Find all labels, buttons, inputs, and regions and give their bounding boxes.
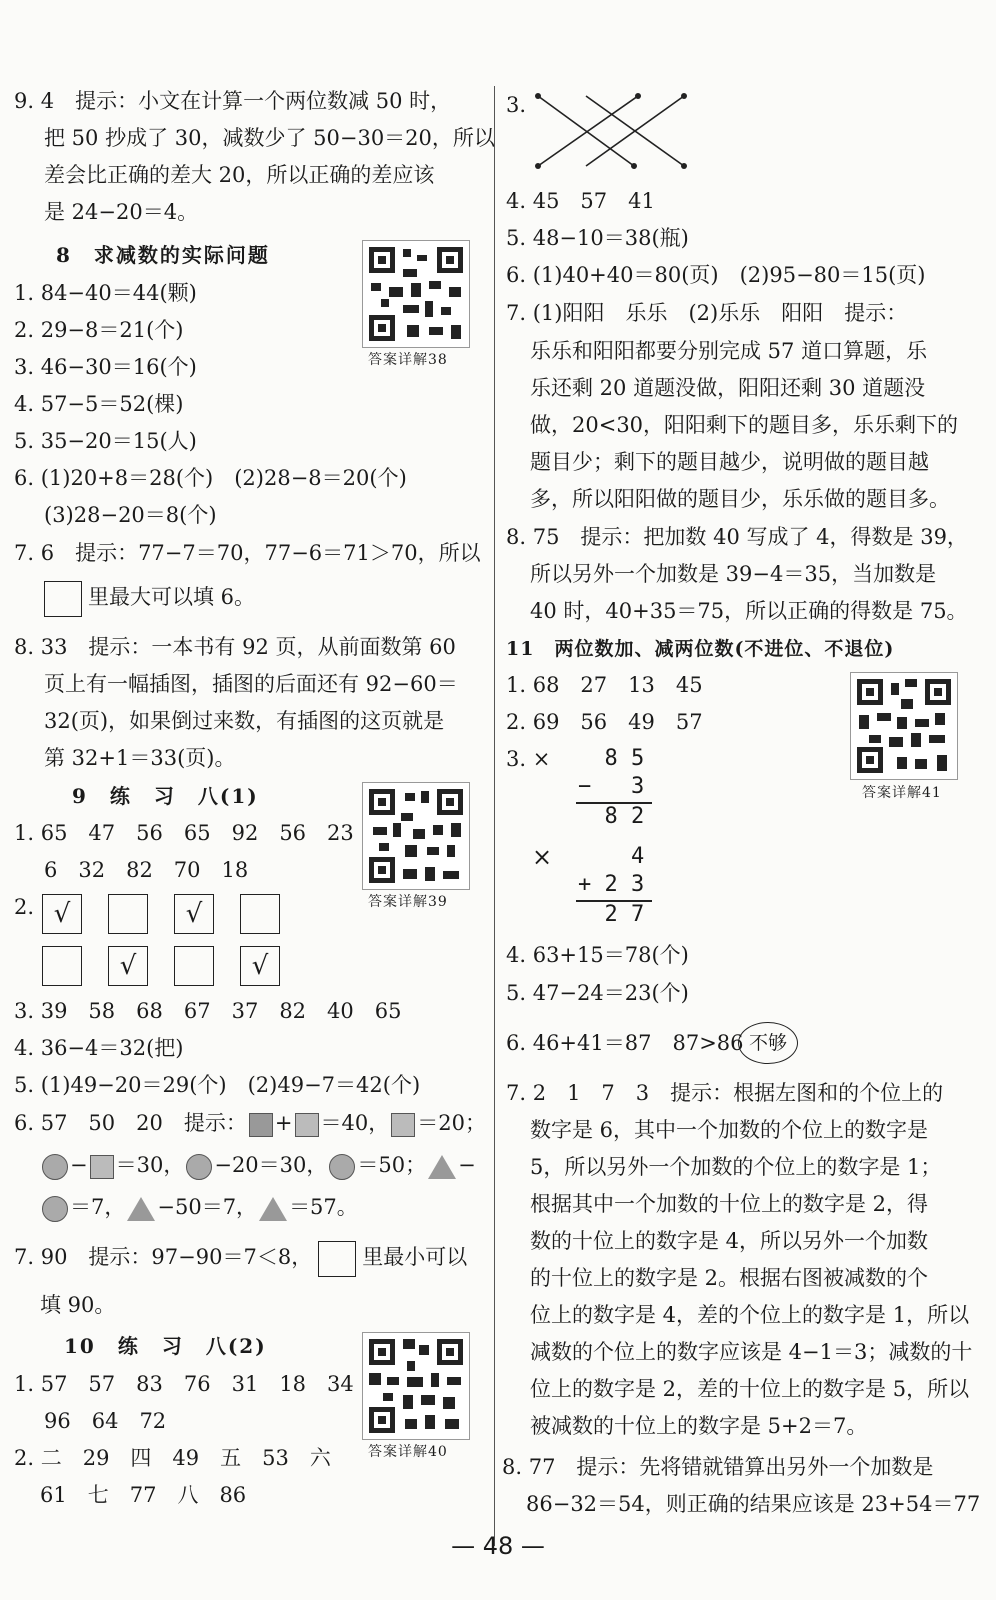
vertical-calc-line: 8 5 [578,746,645,771]
answer-line: 根据其中一个加数的十位上的数字是 2，得 [530,1192,929,1216]
answer-line: 32(页)，如果倒过来数，有插图的这页就是 [44,709,445,733]
answer-line: 9. 4 提示：小文在计算一个两位数减 50 时， [14,89,452,113]
circle-icon [42,1196,68,1222]
answer-line: 2. 69 56 49 57 [506,710,703,734]
answer-line: 1. 84−40＝44(颗) [14,281,197,305]
answer-line: 4. 36−4＝32(把) [14,1036,184,1060]
answer-line: 6. 46+41＝87 87>86 [506,1031,744,1055]
answer-text: ＝7， [70,1195,126,1219]
qr-pattern-icon [363,241,469,347]
answer-line: 6. (1)20+8＝28(个) (2)28−8＝20(个) [14,466,407,490]
answer-line: 2. 二 29 四 49 五 53 六 [14,1446,331,1470]
not-enough-oval: 不够 [738,1022,798,1064]
answer-line: 4. 45 57 41 [506,189,655,213]
answer-line: 所以另外一个加数是 39−4＝35，当加数是 [530,562,937,586]
answer-line: 7. 2 1 7 3 提示：根据左图和的个位上的 [506,1081,944,1105]
answer-text: ＝57。 [289,1195,358,1219]
answer-line: 8. 77 提示：先将错就错算出另外一个加数是 [502,1455,934,1479]
answer-line: 2. [14,895,35,919]
answer-line: 页上有一幅插图，插图的后面还有 92−60＝ [44,672,458,696]
answer-line: 的十位上的数字是 2。根据右图被减数的个 [530,1266,929,1290]
qr-pattern-icon [363,783,469,889]
answer-line: 被减数的十位上的数字是 5+2＝7。 [530,1414,868,1438]
answer-line: 多，所以阳阳做的题目少，乐乐做的题目多。 [530,487,950,511]
matching-lines-diagram [530,90,690,172]
answer-line: 61 七 77 八 86 [40,1483,247,1507]
check-box: √ [240,946,280,986]
answer-line: 填 90。 [40,1293,116,1317]
answer-line: 6. (1)40+40＝80(页) (2)95−80＝15(页) [506,263,926,287]
check-box [174,946,214,986]
answer-text: 6. 57 50 20 提示： [14,1111,247,1135]
blank-box [318,1241,356,1277]
check-box [42,946,82,986]
answer-text: ＝40， [320,1111,390,1135]
answer-line: 3. 46−30＝16(个) [14,355,197,379]
answer-text: 里最小可以 [362,1245,468,1269]
answer-line: 差会比正确的差大 20，所以正确的差应该 [44,163,435,187]
column-divider [494,86,495,1546]
answer-line: 数的十位上的数字是 4，所以另外一个加数 [530,1229,929,1253]
answer-line: 1. 57 57 83 76 31 18 34 [14,1372,354,1396]
vertical-calc-line: − 3 [578,774,645,799]
qr-caption: 答案详解41 [862,785,942,801]
section-11-title: 11 两位数加、减两位数(不进位、不退位) [506,638,895,660]
qr-caption: 答案详解38 [368,352,448,368]
qr-caption: 答案详解39 [368,894,448,910]
answer-line: 数字是 6，其中一个加数的个位上的数字是 [530,1118,929,1142]
circle-icon [186,1154,212,1180]
square-icon [249,1113,273,1137]
answer-line [44,580,255,617]
answer-line: 3. 39 58 68 67 37 82 40 65 [14,999,402,1023]
answer-line: 7. 6 提示：77−7＝70，77−6＝71＞70，所以 [14,541,481,565]
answer-text: + [274,1111,293,1135]
check-box: √ [174,894,214,934]
answer-line: 第 32+1＝33(页)。 [44,746,236,770]
answer-line [40,1148,476,1182]
answer-text: −50＝7， [157,1195,258,1219]
vertical-calc-line: 2 7 [578,902,645,927]
check-box [240,894,280,934]
answer-line: (3)28−20＝8(个) [44,503,217,527]
circle-icon [329,1154,355,1180]
answer-line [14,1106,486,1140]
answer-line: 3. [506,93,527,117]
answer-line: 5，所以另外一个加数的个位上的数字是 1； [530,1155,942,1179]
answer-line [40,1190,358,1224]
answer-line: 1. 68 27 13 45 [506,673,703,697]
square-icon [90,1155,114,1179]
answer-line: 8. 33 提示：一本书有 92 页，从前面数第 60 [14,635,456,659]
qr-code-39[interactable] [362,782,470,890]
answer-line: 是 24−20＝4。 [44,200,199,224]
qr-code-40[interactable] [362,1332,470,1440]
check-box: √ [42,894,82,934]
circle-icon [42,1154,68,1180]
answer-line: 乐还剩 20 道题没做，阳阳还剩 30 道题没 [530,376,926,400]
qr-pattern-icon [851,673,957,779]
answer-line: 5. 48−10＝38(瓶) [506,226,689,250]
answer-line: 96 64 72 [44,1409,167,1433]
vertical-calc-line: 8 2 [578,804,645,829]
answer-line: 40 时，40+35＝75，所以正确的得数是 75。 [530,599,968,623]
answer-line: 4. 57−5＝52(棵) [14,392,184,416]
answer-line: 位上的数字是 4，差的个位上的数字是 1，所以 [530,1303,970,1327]
answer-text: ＝50； [357,1153,427,1177]
check-box: √ [108,946,148,986]
answer-text: 里最大可以填 6。 [88,585,256,609]
section-8-title: 8 求减数的实际问题 [56,243,270,267]
answer-line: 7. (1)阳阳 乐乐 (2)乐乐 阳阳 提示： [506,301,908,325]
answer-text: −20＝30， [214,1153,328,1177]
section-10-title: 10 练 习 八(2) [64,1334,267,1358]
square-icon [391,1113,415,1137]
qr-code-41[interactable] [850,672,958,780]
answer-line: 8. 75 提示：把加数 40 写成了 4，得数是 39， [506,525,968,549]
answer-line: 2. 29−8＝21(个) [14,318,184,342]
page-number: — 48 — [451,1532,545,1560]
triangle-icon [428,1155,456,1179]
blank-box [44,581,82,617]
answer-text: ＝30， [115,1153,185,1177]
vertical-calc-line: + 2 3 [578,872,645,897]
cross-mark: × [532,843,553,871]
answer-line: 1. 65 47 56 65 92 56 23 [14,821,354,845]
square-icon [295,1113,319,1137]
qr-caption: 答案详解40 [368,1444,448,1460]
triangle-icon [259,1197,287,1221]
answer-line: 题目少；剩下的题目越少，说明做的题目越 [530,450,929,474]
answer-line: 86−32＝54，则正确的结果应该是 23+54＝77 [526,1492,981,1516]
answer-line [14,1240,467,1277]
triangle-icon [127,1197,155,1221]
answer-line: 5. (1)49−20＝29(个) (2)49−7＝42(个) [14,1073,421,1097]
answer-text: 7. 90 提示：97−90＝7＜8， [14,1245,313,1269]
answer-line: 3. × [506,747,551,771]
qr-pattern-icon [363,1333,469,1439]
answer-text: − [458,1153,476,1177]
answer-line: 位上的数字是 2，差的十位上的数字是 5，所以 [530,1377,970,1401]
answer-text: ＝20； [417,1111,486,1135]
answer-line: 5. 35−20＝15(人) [14,429,197,453]
answer-line: 把 50 抄成了 30，减数少了 50−30＝20，所以 [44,126,495,150]
answer-line: 乐乐和阳阳都要分别完成 57 道口算题，乐 [530,339,928,363]
answer-line: 4. 63+15＝78(个) [506,943,689,967]
vertical-calc-line: 4 [578,844,645,869]
section-9-title: 9 练 习 八(1) [72,784,259,808]
answer-line: 减数的个位上的数字应该是 4−1＝3；减数的十 [530,1340,973,1364]
answer-line: 5. 47−24＝23(个) [506,981,689,1005]
answer-line: 6 32 82 70 18 [44,858,249,882]
answer-line: 做，20<30，阳阳剩下的题目多，乐乐剩下的 [530,413,959,437]
answer-text: − [70,1153,88,1177]
check-box [108,894,148,934]
qr-code-38[interactable] [362,240,470,348]
